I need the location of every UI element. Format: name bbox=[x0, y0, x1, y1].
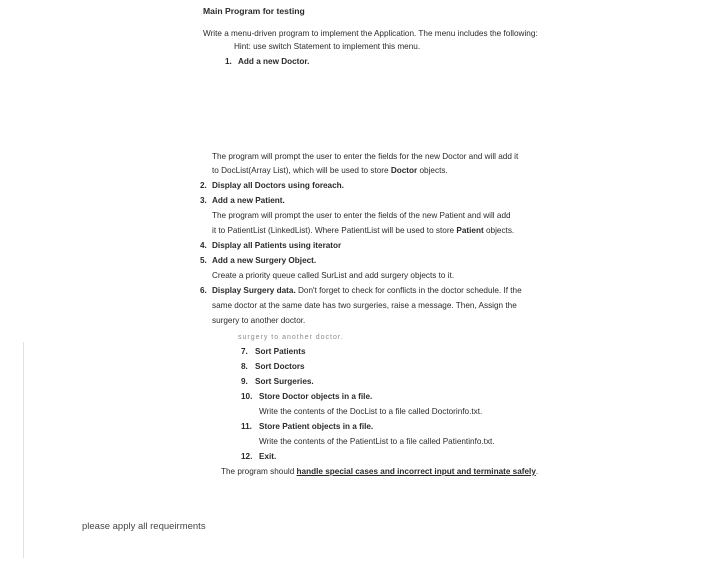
item-6-line bbox=[212, 286, 522, 296]
item-1-label: Add a new Doctor. bbox=[238, 57, 310, 66]
intro-text: Write a menu-driven program to implement the Application. The menu includes the following: bbox=[203, 29, 538, 38]
item-7-label: Sort Patients bbox=[255, 347, 306, 356]
item-11-number: 11. bbox=[241, 422, 252, 431]
item-10-label: Store Doctor objects in a file. bbox=[259, 392, 373, 401]
item-2-label: Display all Doctors using foreach. bbox=[212, 181, 344, 190]
item-12-label: Exit. bbox=[259, 452, 277, 461]
surgery-data-desc-line-1: Don't forget to check for conflicts in the doctor schedule. If the bbox=[298, 286, 522, 295]
margin-rule bbox=[23, 342, 24, 558]
surgery-data-desc-line-3: surgery to another doctor. bbox=[212, 316, 306, 325]
item-4-label: Display all Patients using iterator bbox=[212, 241, 342, 250]
doctor-desc-line-2: to DocList(Array List), which will be used to store Doctor objects. bbox=[212, 166, 448, 175]
item-6-label: Display Surgery data. bbox=[212, 286, 296, 295]
item-8-number: 8. bbox=[241, 362, 248, 371]
doctor-desc-line-1: The program will prompt the user to enter the fields for the new Doctor and will add it bbox=[212, 152, 519, 161]
item-6-number: 6. bbox=[200, 286, 207, 295]
page-title: Main Program for testing bbox=[203, 6, 305, 16]
item-3-label: Add a new Patient. bbox=[212, 196, 285, 205]
item-12-number: 12. bbox=[241, 452, 253, 461]
page-break-cutoff-text: surgery to another doctor. bbox=[238, 334, 344, 341]
patient-desc-line-1: The program will prompt the user to enter the fields of the new Patient and will add bbox=[212, 211, 511, 220]
item-3-number: 3. bbox=[200, 196, 207, 205]
item-5-label: Add a new Surgery Object. bbox=[212, 256, 317, 265]
item-11-label: Store Patient objects in a file. bbox=[259, 422, 374, 431]
item-2-number: 2. bbox=[200, 181, 207, 190]
surgery-desc: Create a priority queue called SurList and add surgery objects to it. bbox=[212, 271, 455, 280]
surgery-data-desc-line-2: same doctor at the same date has two surgeries, raise a message. Then, Assign the bbox=[212, 301, 517, 310]
item-4-number: 4. bbox=[200, 241, 207, 250]
store-doctor-desc: Write the contents of the DocList to a file called Doctorinfo.txt. bbox=[259, 407, 483, 416]
item-7-number: 7. bbox=[241, 347, 248, 356]
item-9-number: 9. bbox=[241, 377, 248, 386]
patient-desc-line-2: it to PatientList (LinkedList). Where PatientList will be used to store Patient objects. bbox=[212, 226, 515, 235]
user-note: please apply all requeirments bbox=[82, 521, 206, 532]
item-1-number: 1. bbox=[225, 57, 232, 66]
item-9-label: Sort Surgeries. bbox=[255, 377, 314, 386]
store-patient-desc: Write the contents of the PatientList to a file called Patientinfo.txt. bbox=[259, 437, 495, 446]
item-8-label: Sort Doctors bbox=[255, 362, 305, 371]
hint-text: Hint: use switch Statement to implement this menu. bbox=[234, 42, 421, 51]
item-10-number: 10. bbox=[241, 392, 253, 401]
closing-text: The program should handle special cases and incorrect input and terminate safely. bbox=[221, 467, 539, 476]
item-5-number: 5. bbox=[200, 256, 207, 265]
